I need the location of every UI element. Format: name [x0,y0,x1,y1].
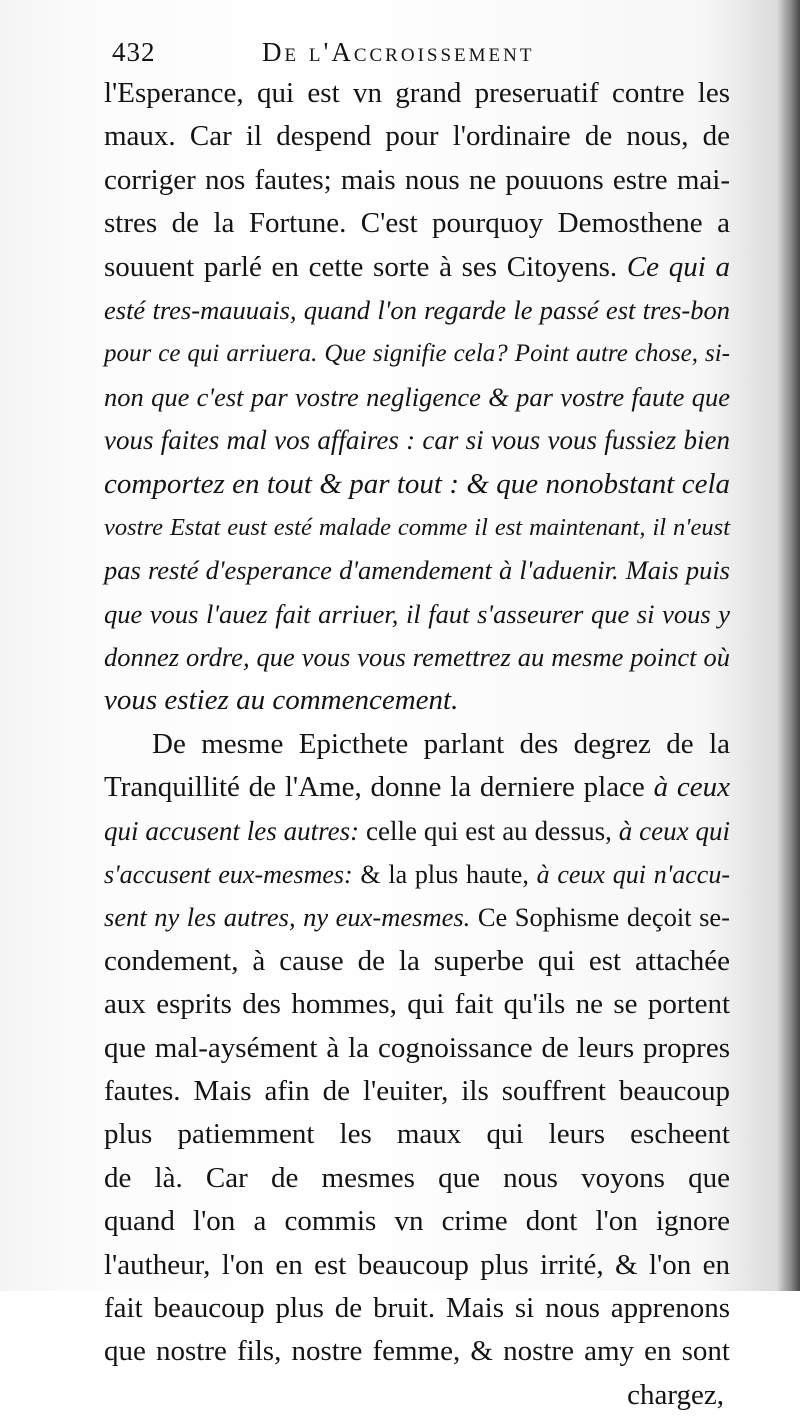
text-segment: l'Esperance, qui est vn grand preseruatif contre les [104,77,730,109]
text-segment: que nostre fils, nostre femme, & nostre amy en sont [104,1335,730,1368]
page-gutter-shadow [778,0,800,1291]
text-line [104,723,730,766]
catchword: chargez, [627,1378,724,1411]
page-header [112,34,732,70]
text-segment: de là. Car de mesmes que nous voyons que [104,1161,730,1194]
italic-text-segment: qui accusent les autres: [104,815,367,846]
text-line [104,202,730,245]
italic-text-segment: à ceux [653,771,730,804]
text-line [104,810,730,853]
text-line [104,289,730,332]
text-line [104,1287,730,1330]
text-line [104,1113,730,1156]
text-line [104,853,730,896]
text-line [104,72,730,115]
text-line [104,1200,730,1243]
text-segment: stres de la Fortune. C'est pourquoy Demosthene a [104,207,730,240]
italic-text-segment: à ceux qui n'accu- [536,860,730,890]
text-segment: corriger nos fautes; mais nous ne pouuons estre mai- [104,163,730,196]
text-segment: fautes. Mais afin de l'euiter, ils souffrent beaucoup [104,1074,730,1107]
text-line [104,636,730,679]
text-line [104,506,730,549]
text-line [104,679,730,722]
text-segment: De mesme Epicthete parlant des degrez de la [152,727,730,760]
italic-text-segment: à ceux qui [618,815,730,846]
italic-text-segment: s'accusent eux-mesmes: [104,860,361,890]
page-number: 432 [112,37,156,67]
text-line [104,896,730,939]
text-line [104,376,730,419]
text-segment: condement, à cause de la superbe qui est attachée [104,944,730,977]
italic-text-segment: vous faites mal vos affaires : car si vous vous fussiez bien [104,425,730,456]
text-line [104,332,730,375]
text-line [104,463,730,506]
italic-text-segment: que vous l'auez fait arriuer, il faut s'asseurer que si vous y [104,598,730,629]
text-segment: aux esprits des hommes, qui fait qu'ils ne se portent [104,988,730,1021]
text-line [104,246,730,289]
text-line [104,1027,730,1070]
text-segment: quand l'on a commis vn crime dont l'on ignore [104,1205,730,1238]
text-segment: l'autheur, l'on en est beaucoup plus irrité, & l'on en [104,1248,730,1281]
text-segment: que mal-aysément à la cognoissance de leurs propres [104,1031,730,1064]
text-line [104,419,730,462]
text-line [104,983,730,1026]
text-line [104,940,730,983]
text-line [104,115,730,158]
text-line [104,593,730,636]
italic-text-segment: vostre Estat eust esté malade comme il est maintenant, il n'eust [104,513,730,541]
text-line [104,1330,730,1373]
text-line [104,1157,730,1200]
italic-text-segment: non que c'est par vostre negligence & par vostre faute que [104,381,730,412]
text-line [104,1244,730,1287]
text-line [104,549,730,592]
text-segment: & la plus haute, [360,860,537,890]
text-segment: Ce Sophisme deçoit se- [470,902,730,933]
text-segment: plus patiemment les maux qui leurs escheent [104,1118,730,1151]
italic-text-segment: esté tres-mauuais, quand l'on regarde le passé est tres-bon [104,294,730,325]
body-text [104,72,730,1417]
italic-text-segment: pour ce qui arriuera. Que signifie cela? [104,340,515,368]
italic-text-segment: pas resté d'esperance d'amendement à l'aduenir. Mais puis [104,555,730,586]
italic-text-segment: donnez ordre, que vous vous remettrez au mesme poinct où [104,642,730,673]
italic-text-segment: comportez en tout & par tout : & que nonobstant cela [104,467,730,500]
text-line [104,766,730,809]
text-segment: maux. Car il despend pour l'ordinaire de nous, de [104,120,730,153]
italic-text-segment: Point autre chose, si- [514,340,730,368]
text-segment: souuent parlé en cette sorte à ses Citoyens. [104,250,627,283]
text-segment: fait beaucoup plus de bruit. Mais si nous apprenons [104,1291,730,1324]
running-title: De l'Accroissement [262,37,535,67]
italic-text-segment: vous estiez au commencement. [104,684,459,717]
text-line [104,159,730,202]
text-segment: Tranquillité de l'Ame, donne la derniere place [104,771,654,804]
text-segment: celle qui est au dessus, [366,815,619,846]
italic-text-segment: sent ny les autres, ny eux-mesmes. [104,902,471,933]
italic-text-segment: Ce qui a [626,250,730,283]
text-line [104,1070,730,1113]
